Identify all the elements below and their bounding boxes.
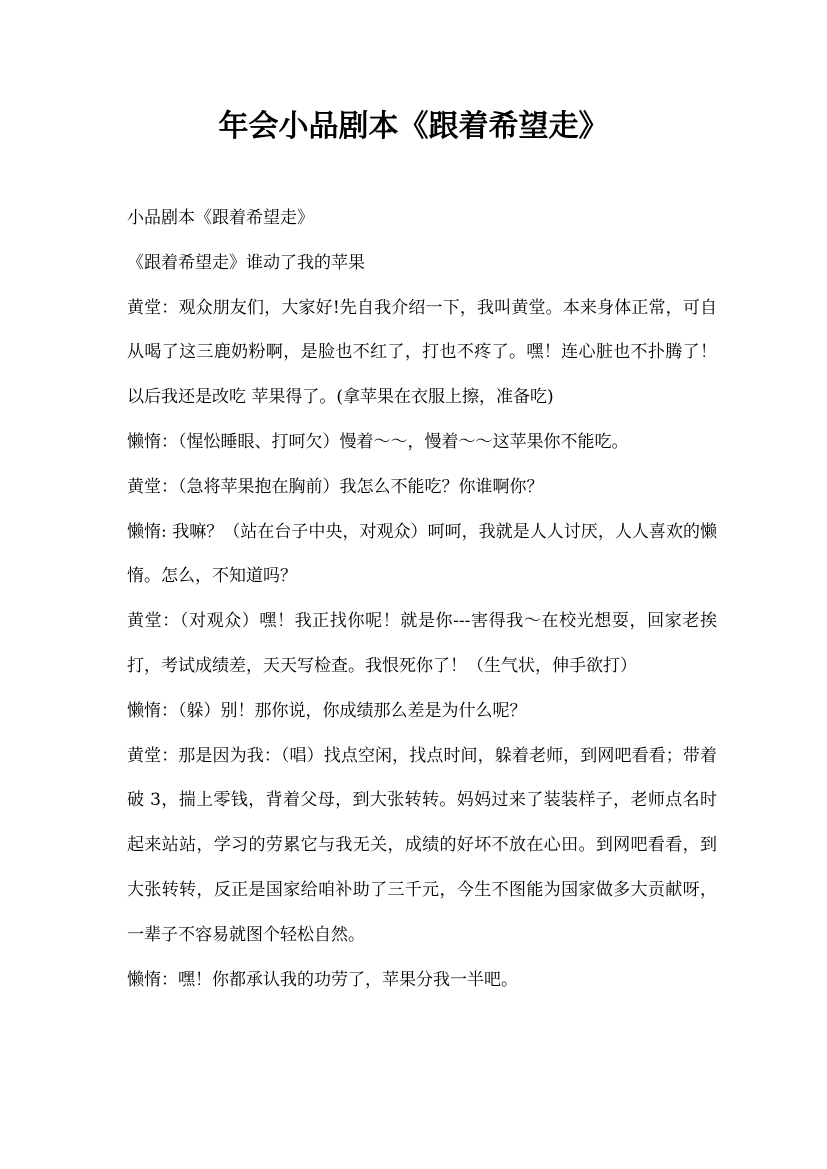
paragraph: 黄堂：那是因为我：（唱）找点空闲，找点时间，躲着老师，到网吧看看；带着破 3，揣上零钱，背着父母，到大张转转。妈妈过来了装装样子，老师点名时起来站站，学习的劳累它与我无关，成绩的好坏不放在心田。到网吧看看，到大张转转，反正是国家给咱补助了三千元，今生不图能为国家做多大贡献呀，一辈子不容易就图个轻松自然。 [127,745,717,945]
paragraph: 黄堂：（急将苹果抱在胸前）我怎么不能吃？你谁啊你？ [127,476,544,497]
document-title: 年会小品剧本《跟着希望走》 [218,109,609,144]
paragraph: 懒惰：嘿！你都承认我的功劳了，苹果分我一半吧。 [127,969,518,990]
paragraph: 黄堂：（对观众）嘿！我正找你呢！就是你---害得我～在校光想耍，回家老挨打，考试成绩差，天天写检查。我恨死你了！（生气状，伸手欲打） [127,611,717,676]
paragraph: 懒惰：（惺忪睡眼、打呵欠）慢着～～，慢着～～这苹果你不能吃。 [127,431,629,452]
paragraph: 《跟着希望走》谁动了我的苹果 [127,252,365,273]
paragraph: 小品剧本《跟着希望走》 [127,208,314,228]
document-body [127,196,717,1002]
paragraph: 黄堂：观众朋友们，大家好!先自我介绍一下，我叫黄堂。本来身体正常，可自从喝了这三鹿奶粉啊，是脸也不红了，打也不疼了。嘿！连心脏也不扑腾了！以后我还是改吃 苹果得了。(拿苹果在衣服上擦，准备吃) [127,297,717,408]
paragraph: 懒惰：（躲）别！那你说，你成绩那么差是为什么呢？ [127,700,527,721]
paragraph: 懒惰: 我嘛？（站在台子中央，对观众）呵呵，我就是人人讨厌，人人喜欢的懒惰。怎么，不知道吗？ [127,521,717,587]
